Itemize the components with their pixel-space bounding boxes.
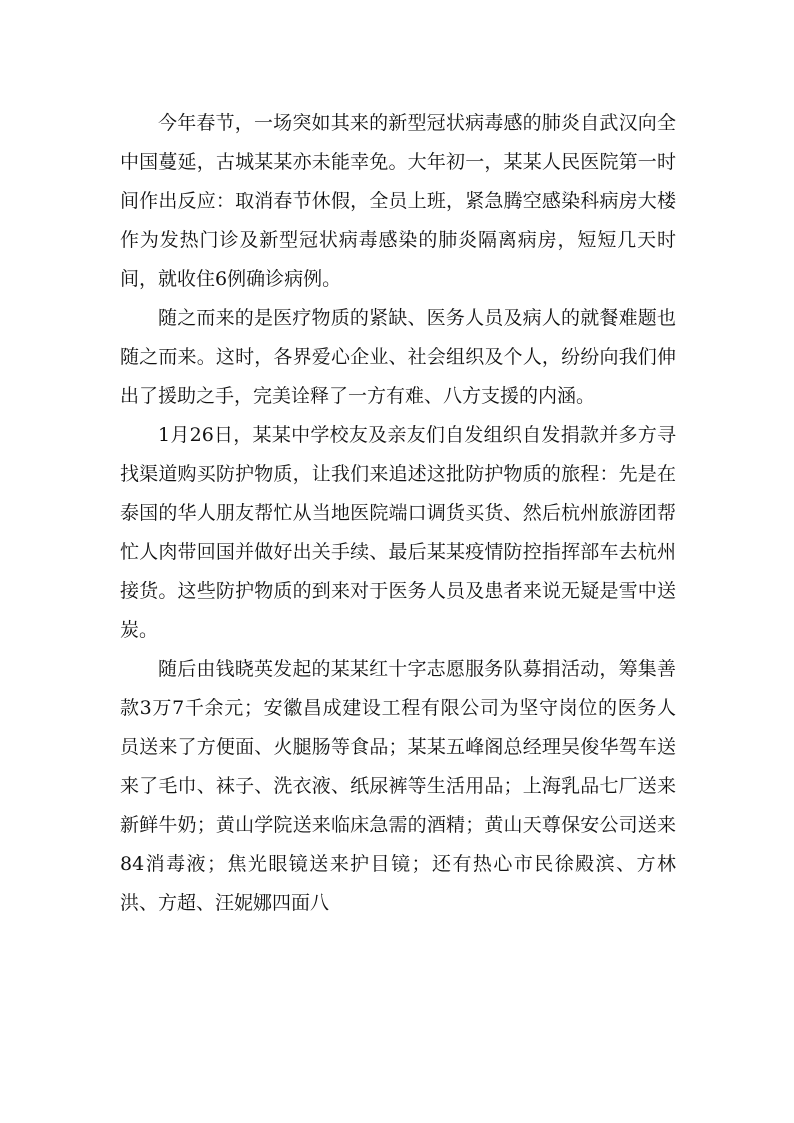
document-body (120, 104, 676, 923)
paragraph: 今年春节，一场突如其来的新型冠状病毒感的肺炎自武汉向全中国蔓延，古城某某亦未能幸免。大年初一，某某人民医院第一时间作出反应：取消春节休假，全员上班，紧急腾空感染科病房大楼作为发热门诊及新型冠状病毒感染的肺炎隔离病房，短短几天时间，就收住6例确诊病例。 (120, 112, 676, 290)
paragraph: 1月26日，某某中学校友及亲友们自发组织自发捐款并多方寻找渠道购买防护物质，让我们来追述这批防护物质的旅程：先是在泰国的华人朋友帮忙从当地医院端口调货买货、然后杭州旅游团帮忙人肉带回国并做好出关手续、最后某某疫情防控指挥部车去杭州接货。这些防护物质的到来对于医务人员及患者来说无疑是雪中送炭。 (120, 424, 676, 641)
paragraph: 随之而来的是医疗物质的紧缺、医务人员及病人的就餐难题也随之而来。这时，各界爱心企业、社会组织及个人，纷纷向我们伸出了援助之手，完美诠释了一方有难、八方支援的内涵。 (120, 307, 676, 407)
paragraph: 随后由钱晓英发起的某某红十字志愿服务队募捐活动，筹集善款3万7千余元；安徽昌成建设工程有限公司为坚守岗位的医务人员送来了方便面、火腿肠等食品；某某五峰阁总经理吴俊华驾车送来了毛巾、袜子、洗衣液、纸尿裤等生活用品；上海乳品七厂送来新鲜牛奶；黄山学院送来临床急需的酒精；黄山天尊保安公司送来84消毒液；焦光眼镜送来护目镜；还有热心市民徐殿滨、方林洪、方超、汪妮娜四面八 (120, 658, 676, 914)
